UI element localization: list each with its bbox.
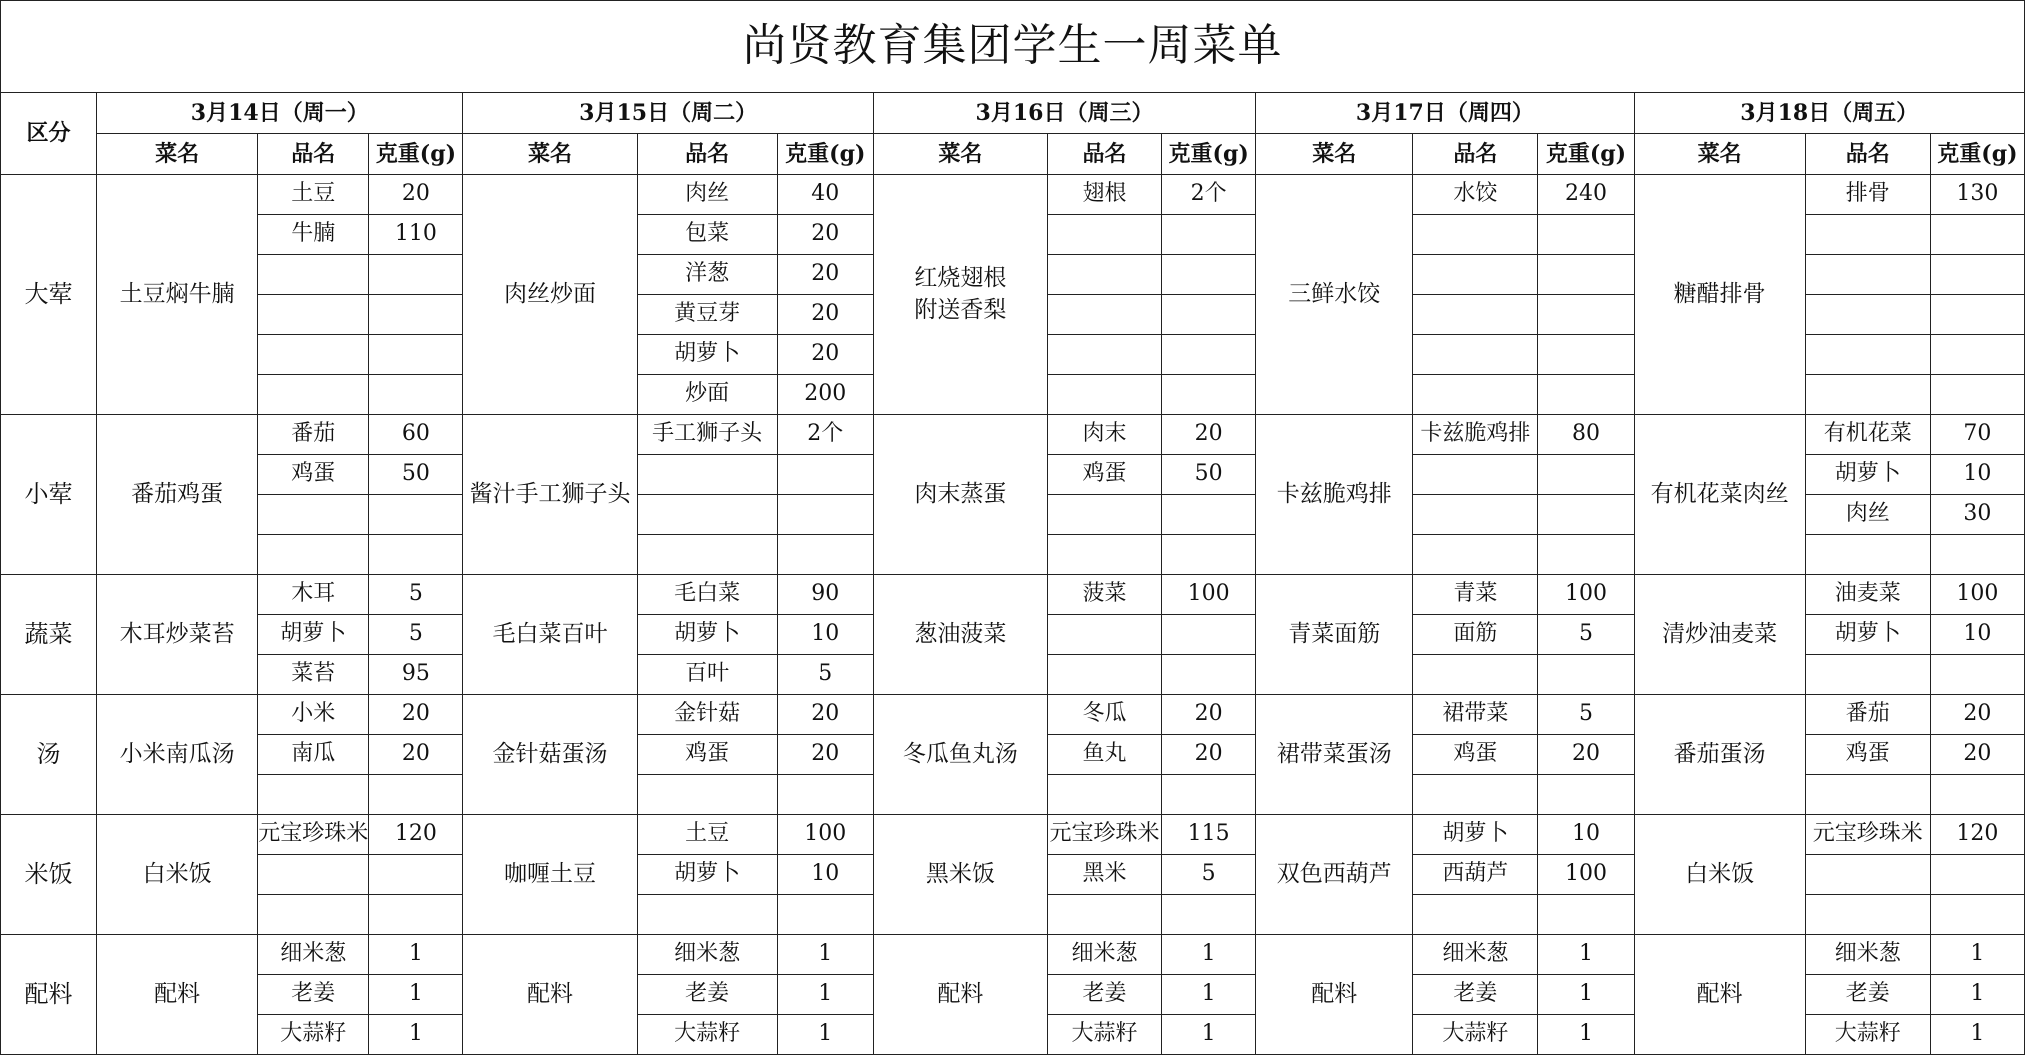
empty-cell [1930, 895, 2024, 935]
dish-name: 毛白菜百叶 [463, 575, 637, 695]
empty-cell [1538, 335, 1634, 375]
ingredient-name: 冬瓜 [1048, 695, 1162, 735]
empty-cell [258, 335, 369, 375]
ingredient-name: 胡萝卜 [637, 335, 777, 375]
empty-cell [1805, 295, 1930, 335]
empty-cell [637, 535, 777, 575]
dish-column-header: 菜名 [1634, 134, 1805, 175]
day-header: 3月18日（周五） [1634, 93, 2024, 134]
day-header: 3月17日（周四） [1256, 93, 1634, 134]
empty-cell [1805, 255, 1930, 295]
category-label: 配料 [1, 935, 97, 1055]
empty-cell [1930, 335, 2024, 375]
ingredient-weight: 1 [369, 1015, 463, 1055]
ingredient-weight: 20 [1930, 695, 2024, 735]
ingredient-weight: 20 [777, 295, 873, 335]
empty-cell [1538, 295, 1634, 335]
ingredient-weight: 1 [1930, 935, 2024, 975]
ingredient-weight: 1 [369, 975, 463, 1015]
weight-column-header: 克重(g) [1538, 134, 1634, 175]
empty-cell [1048, 495, 1162, 535]
ingredient-name: 翅根 [1048, 175, 1162, 215]
ingredient-weight: 1 [369, 935, 463, 975]
dish-name: 糖醋排骨 [1634, 175, 1805, 415]
dish-name: 肉末蒸蛋 [873, 415, 1047, 575]
ingredient-name: 鱼丸 [1048, 735, 1162, 775]
ingredient-weight: 110 [369, 215, 463, 255]
empty-cell [1930, 535, 2024, 575]
ingredient-weight: 1 [1538, 975, 1634, 1015]
empty-cell [1930, 775, 2024, 815]
empty-cell [1162, 255, 1256, 295]
category-label: 蔬菜 [1, 575, 97, 695]
ingredient-name: 鸡蛋 [258, 455, 369, 495]
empty-cell [258, 895, 369, 935]
ingredient-name: 小米 [258, 695, 369, 735]
empty-cell [1538, 215, 1634, 255]
weight-column-header: 克重(g) [1930, 134, 2024, 175]
dish-name: 裙带菜蛋汤 [1256, 695, 1413, 815]
title-row [1, 1, 2025, 93]
day-header: 3月14日（周一） [97, 93, 463, 134]
dish-name: 配料 [1634, 935, 1805, 1055]
ingredient-name: 土豆 [637, 815, 777, 855]
ingredient-weight: 10 [1930, 615, 2024, 655]
dish-name: 青菜面筋 [1256, 575, 1413, 695]
table-row [1, 575, 2025, 615]
empty-cell [1162, 215, 1256, 255]
ingredient-weight: 1 [777, 1015, 873, 1055]
ingredient-weight: 2个 [777, 415, 873, 455]
empty-cell [1048, 375, 1162, 415]
ingredient-name: 菜苔 [258, 655, 369, 695]
empty-cell [1805, 855, 1930, 895]
ingredient-weight: 20 [1162, 415, 1256, 455]
ingredient-weight: 90 [777, 575, 873, 615]
ingredient-weight: 80 [1538, 415, 1634, 455]
ingredient-name: 手工狮子头 [637, 415, 777, 455]
ingredient-weight: 5 [777, 655, 873, 695]
ingredient-name: 番茄 [258, 415, 369, 455]
ingredient-weight: 20 [1930, 735, 2024, 775]
ingredient-name: 土豆 [258, 175, 369, 215]
ingredient-name: 胡萝卜 [1805, 615, 1930, 655]
empty-cell [777, 775, 873, 815]
ingredient-name: 番茄 [1805, 695, 1930, 735]
ingredient-name: 毛白菜 [637, 575, 777, 615]
ingredient-weight: 20 [777, 215, 873, 255]
ingredient-name: 元宝珍珠米 [258, 815, 369, 855]
dish-name: 肉丝炒面 [463, 175, 637, 415]
empty-cell [1930, 215, 2024, 255]
ingredient-name: 胡萝卜 [258, 615, 369, 655]
empty-cell [258, 295, 369, 335]
empty-cell [1048, 655, 1162, 695]
ingredient-weight: 1 [1538, 1015, 1634, 1055]
dish-column-header: 菜名 [463, 134, 637, 175]
empty-cell [1930, 255, 2024, 295]
ingredient-weight: 30 [1930, 495, 2024, 535]
ingredient-name: 鸡蛋 [637, 735, 777, 775]
dish-name: 土豆焖牛腩 [97, 175, 258, 415]
ingredient-weight: 40 [777, 175, 873, 215]
empty-cell [1162, 295, 1256, 335]
empty-cell [1413, 295, 1538, 335]
ingredient-name: 胡萝卜 [637, 615, 777, 655]
date-header-row [1, 93, 2025, 134]
item-column-header: 品名 [1805, 134, 1930, 175]
empty-cell [1413, 775, 1538, 815]
ingredient-weight: 10 [777, 615, 873, 655]
empty-cell [1162, 655, 1256, 695]
ingredient-name: 水饺 [1413, 175, 1538, 215]
weight-column-header: 克重(g) [369, 134, 463, 175]
category-label: 米饭 [1, 815, 97, 935]
item-column-header: 品名 [258, 134, 369, 175]
dish-column-header: 菜名 [1256, 134, 1413, 175]
dish-name: 木耳炒菜苔 [97, 575, 258, 695]
ingredient-name: 胡萝卜 [1413, 815, 1538, 855]
ingredient-weight: 20 [1162, 695, 1256, 735]
ingredient-weight: 20 [777, 335, 873, 375]
empty-cell [369, 535, 463, 575]
item-column-header: 品名 [637, 134, 777, 175]
empty-cell [1930, 375, 2024, 415]
ingredient-name: 鸡蛋 [1048, 455, 1162, 495]
ingredient-weight: 20 [369, 175, 463, 215]
dish-name: 白米饭 [1634, 815, 1805, 935]
page-title: 尚贤教育集团学生一周菜单 [1, 1, 2025, 93]
empty-cell [369, 495, 463, 535]
empty-cell [258, 255, 369, 295]
empty-cell [1162, 775, 1256, 815]
empty-cell [777, 495, 873, 535]
empty-cell [637, 895, 777, 935]
ingredient-weight: 5 [1538, 615, 1634, 655]
ingredient-weight: 100 [1162, 575, 1256, 615]
ingredient-weight: 100 [1930, 575, 2024, 615]
table-row [1, 695, 2025, 735]
empty-cell [637, 495, 777, 535]
ingredient-weight: 1 [1930, 1015, 2024, 1055]
column-header-row [1, 134, 2025, 175]
ingredient-weight: 20 [369, 695, 463, 735]
ingredient-weight: 2个 [1162, 175, 1256, 215]
empty-cell [369, 895, 463, 935]
ingredient-name: 老姜 [637, 975, 777, 1015]
empty-cell [1048, 535, 1162, 575]
ingredient-name: 大蒜籽 [258, 1015, 369, 1055]
empty-cell [258, 495, 369, 535]
dish-name: 黑米饭 [873, 815, 1047, 935]
ingredient-weight: 1 [1930, 975, 2024, 1015]
ingredient-name: 鸡蛋 [1805, 735, 1930, 775]
ingredient-weight: 1 [1162, 935, 1256, 975]
empty-cell [369, 775, 463, 815]
ingredient-name: 肉末 [1048, 415, 1162, 455]
category-label: 大荤 [1, 175, 97, 415]
dish-name: 番茄蛋汤 [1634, 695, 1805, 815]
ingredient-weight: 115 [1162, 815, 1256, 855]
ingredient-weight: 20 [777, 695, 873, 735]
empty-cell [258, 775, 369, 815]
ingredient-weight: 5 [1538, 695, 1634, 735]
empty-cell [1413, 535, 1538, 575]
ingredient-weight: 50 [369, 455, 463, 495]
empty-cell [1413, 455, 1538, 495]
ingredient-name: 细米葱 [258, 935, 369, 975]
empty-cell [1805, 335, 1930, 375]
ingredient-name: 鸡蛋 [1413, 735, 1538, 775]
ingredient-name: 老姜 [1413, 975, 1538, 1015]
ingredient-weight: 100 [777, 815, 873, 855]
ingredient-weight: 20 [369, 735, 463, 775]
weight-column-header: 克重(g) [1162, 134, 1256, 175]
ingredient-weight: 5 [1162, 855, 1256, 895]
ingredient-weight: 100 [1538, 855, 1634, 895]
ingredient-name: 面筋 [1413, 615, 1538, 655]
empty-cell [369, 335, 463, 375]
ingredient-name: 大蒜籽 [1805, 1015, 1930, 1055]
ingredient-weight: 10 [1538, 815, 1634, 855]
ingredient-name: 包菜 [637, 215, 777, 255]
ingredient-name: 有机花菜 [1805, 415, 1930, 455]
ingredient-name: 黄豆芽 [637, 295, 777, 335]
item-column-header: 品名 [1048, 134, 1162, 175]
dish-name: 三鲜水饺 [1256, 175, 1413, 415]
ingredient-weight: 5 [369, 575, 463, 615]
ingredient-name: 裙带菜 [1413, 695, 1538, 735]
ingredient-name: 金针菇 [637, 695, 777, 735]
dish-name: 酱汁手工狮子头 [463, 415, 637, 575]
ingredient-weight: 95 [369, 655, 463, 695]
ingredient-name: 肉丝 [637, 175, 777, 215]
ingredient-name: 西葫芦 [1413, 855, 1538, 895]
ingredient-name: 大蒜籽 [1413, 1015, 1538, 1055]
ingredient-name: 洋葱 [637, 255, 777, 295]
empty-cell [1162, 615, 1256, 655]
dish-name: 配料 [873, 935, 1047, 1055]
ingredient-name: 老姜 [1805, 975, 1930, 1015]
ingredient-name: 青菜 [1413, 575, 1538, 615]
ingredient-weight: 70 [1930, 415, 2024, 455]
day-header: 3月15日（周二） [463, 93, 873, 134]
ingredient-weight: 5 [369, 615, 463, 655]
empty-cell [1048, 615, 1162, 655]
ingredient-weight: 130 [1930, 175, 2024, 215]
empty-cell [369, 295, 463, 335]
ingredient-name: 木耳 [258, 575, 369, 615]
ingredient-weight: 1 [777, 975, 873, 1015]
empty-cell [637, 455, 777, 495]
empty-cell [1930, 855, 2024, 895]
dish-name: 卡兹脆鸡排 [1256, 415, 1413, 575]
ingredient-weight: 120 [1930, 815, 2024, 855]
empty-cell [1162, 375, 1256, 415]
ingredient-name: 元宝珍珠米 [1805, 815, 1930, 855]
empty-cell [258, 375, 369, 415]
empty-cell [1538, 655, 1634, 695]
empty-cell [369, 375, 463, 415]
empty-cell [1805, 895, 1930, 935]
empty-cell [1048, 255, 1162, 295]
dish-name: 葱油菠菜 [873, 575, 1047, 695]
dish-name: 配料 [97, 935, 258, 1055]
ingredient-name: 老姜 [258, 975, 369, 1015]
ingredient-name: 大蒜籽 [637, 1015, 777, 1055]
ingredient-name: 细米葱 [1048, 935, 1162, 975]
ingredient-weight: 20 [1538, 735, 1634, 775]
table-row [1, 415, 2025, 455]
ingredient-name: 胡萝卜 [637, 855, 777, 895]
ingredient-name: 百叶 [637, 655, 777, 695]
empty-cell [1048, 895, 1162, 935]
ingredient-name: 菠菜 [1048, 575, 1162, 615]
empty-cell [258, 535, 369, 575]
empty-cell [777, 455, 873, 495]
empty-cell [1538, 895, 1634, 935]
ingredient-weight: 1 [1162, 1015, 1256, 1055]
ingredient-name: 元宝珍珠米 [1048, 815, 1162, 855]
dish-name: 小米南瓜汤 [97, 695, 258, 815]
dish-name: 咖喱土豆 [463, 815, 637, 935]
empty-cell [777, 895, 873, 935]
ingredient-weight: 200 [777, 375, 873, 415]
table-row [1, 175, 2025, 215]
empty-cell [1805, 775, 1930, 815]
table-row [1, 815, 2025, 855]
day-header: 3月16日（周三） [873, 93, 1255, 134]
ingredient-name: 细米葱 [1805, 935, 1930, 975]
empty-cell [1048, 295, 1162, 335]
ingredient-weight: 1 [1162, 975, 1256, 1015]
dish-column-header: 菜名 [97, 134, 258, 175]
ingredient-weight: 1 [777, 935, 873, 975]
dish-name: 金针菇蛋汤 [463, 695, 637, 815]
ingredient-weight: 120 [369, 815, 463, 855]
dish-name: 红烧翅根 附送香梨 [873, 175, 1047, 415]
item-column-header: 品名 [1413, 134, 1538, 175]
ingredient-name: 细米葱 [637, 935, 777, 975]
empty-cell [1413, 495, 1538, 535]
ingredient-name: 南瓜 [258, 735, 369, 775]
empty-cell [1162, 895, 1256, 935]
dish-name: 配料 [1256, 935, 1413, 1055]
ingredient-name: 肉丝 [1805, 495, 1930, 535]
dish-name: 冬瓜鱼丸汤 [873, 695, 1047, 815]
ingredient-name: 牛腩 [258, 215, 369, 255]
ingredient-name: 大蒜籽 [1048, 1015, 1162, 1055]
empty-cell [1538, 495, 1634, 535]
ingredient-weight: 60 [369, 415, 463, 455]
ingredient-name: 胡萝卜 [1805, 455, 1930, 495]
empty-cell [1538, 775, 1634, 815]
empty-cell [1805, 375, 1930, 415]
empty-cell [1413, 215, 1538, 255]
dish-name: 清炒油麦菜 [1634, 575, 1805, 695]
dish-name: 有机花菜肉丝 [1634, 415, 1805, 575]
ingredient-weight: 20 [777, 735, 873, 775]
category-label: 小荤 [1, 415, 97, 575]
empty-cell [777, 535, 873, 575]
empty-cell [1413, 655, 1538, 695]
empty-cell [1805, 535, 1930, 575]
weight-column-header: 克重(g) [777, 134, 873, 175]
empty-cell [1538, 375, 1634, 415]
table-row [1, 935, 2025, 975]
empty-cell [637, 775, 777, 815]
empty-cell [1413, 335, 1538, 375]
empty-cell [1048, 335, 1162, 375]
dish-name: 配料 [463, 935, 637, 1055]
ingredient-name: 油麦菜 [1805, 575, 1930, 615]
empty-cell [1805, 655, 1930, 695]
empty-cell [1930, 655, 2024, 695]
empty-cell [1538, 455, 1634, 495]
empty-cell [1162, 495, 1256, 535]
empty-cell [1162, 335, 1256, 375]
ingredient-name: 细米葱 [1413, 935, 1538, 975]
dish-name: 番茄鸡蛋 [97, 415, 258, 575]
dish-name: 白米饭 [97, 815, 258, 935]
ingredient-name: 卡兹脆鸡排 [1413, 415, 1538, 455]
ingredient-name: 炒面 [637, 375, 777, 415]
ingredient-name: 老姜 [1048, 975, 1162, 1015]
empty-cell [1538, 255, 1634, 295]
empty-cell [258, 855, 369, 895]
empty-cell [1805, 215, 1930, 255]
dish-name: 双色西葫芦 [1256, 815, 1413, 935]
empty-cell [1538, 535, 1634, 575]
dish-column-header: 菜名 [873, 134, 1047, 175]
empty-cell [1413, 255, 1538, 295]
empty-cell [1413, 895, 1538, 935]
category-header: 区分 [1, 93, 97, 175]
ingredient-weight: 20 [1162, 735, 1256, 775]
ingredient-weight: 1 [1538, 935, 1634, 975]
empty-cell [1930, 295, 2024, 335]
ingredient-weight: 10 [777, 855, 873, 895]
category-label: 汤 [1, 695, 97, 815]
ingredient-weight: 10 [1930, 455, 2024, 495]
ingredient-name: 黑米 [1048, 855, 1162, 895]
empty-cell [1162, 535, 1256, 575]
ingredient-name: 排骨 [1805, 175, 1930, 215]
empty-cell [1048, 215, 1162, 255]
empty-cell [1048, 775, 1162, 815]
ingredient-weight: 50 [1162, 455, 1256, 495]
ingredient-weight: 240 [1538, 175, 1634, 215]
ingredient-weight: 20 [777, 255, 873, 295]
ingredient-weight: 100 [1538, 575, 1634, 615]
empty-cell [369, 255, 463, 295]
empty-cell [1413, 375, 1538, 415]
empty-cell [369, 855, 463, 895]
